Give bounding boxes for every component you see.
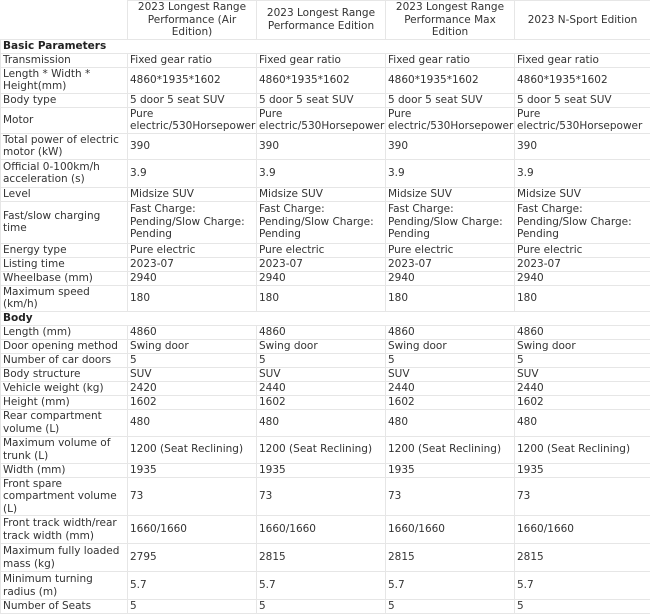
row-label: Level [1,187,128,201]
spec-value-cell: 2440 [515,381,650,395]
row-label: Maximum speed (km/h) [1,285,128,311]
table-header [1,1,650,40]
header-corner [1,1,128,40]
spec-value-cell: Pure electric/530Horsepower [257,107,386,133]
row-label: Front track width/rear track width (mm) [1,516,128,544]
row-label: Listing time [1,257,128,271]
spec-value-cell: Fast Charge: Pending/Slow Charge: Pending [386,201,515,243]
section-title: Body [1,311,650,325]
spec-value-cell: 3.9 [257,159,386,187]
row-label: Transmission [1,53,128,67]
spec-value-cell: 5 door 5 seat SUV [386,93,515,107]
spec-value-cell: 4860 [515,325,650,339]
spec-value-cell: 4860 [257,325,386,339]
spec-value-cell: Pure electric [515,243,650,257]
table-row [1,436,650,463]
spec-value-cell: Fixed gear ratio [515,53,650,67]
table-row [1,600,650,614]
spec-value-cell: 2815 [257,544,386,572]
spec-value-cell: 3.9 [386,159,515,187]
row-label: Length * Width * Height(mm) [1,67,128,93]
spec-value-cell: 5 [386,353,515,367]
spec-value-cell: 5.7 [257,572,386,600]
spec-value-cell: 2023-07 [515,257,650,271]
spec-value-cell: 1200 (Seat Reclining) [128,436,257,463]
spec-value-cell: 73 [257,477,386,516]
spec-value-cell: 1660/1660 [515,516,650,544]
table-row [1,516,650,544]
spec-value-cell: 480 [257,409,386,436]
spec-value-cell: 1602 [515,395,650,409]
section-header-row [1,311,650,325]
row-label: Door opening method [1,339,128,353]
spec-value-cell: 180 [515,285,650,311]
header-row [1,1,650,40]
spec-value-cell: Swing door [128,339,257,353]
spec-value-cell: Fast Charge: Pending/Slow Charge: Pending [515,201,650,243]
spec-value-cell: SUV [386,367,515,381]
spec-value-cell: 4860*1935*1602 [257,67,386,93]
spec-value-cell: SUV [515,367,650,381]
table-row [1,257,650,271]
table-row [1,463,650,477]
column-header-trim: 2023 Longest Range Performance Max Edition [386,1,515,40]
row-label: Front spare compartment volume (L) [1,477,128,516]
spec-value-cell: 480 [386,409,515,436]
spec-value-cell: 5 door 5 seat SUV [128,93,257,107]
row-label: Fast/slow charging time [1,201,128,243]
spec-value-cell: Fixed gear ratio [257,53,386,67]
spec-value-cell: 3.9 [515,159,650,187]
spec-value-cell: 2440 [257,381,386,395]
spec-value-cell: 5 [257,353,386,367]
table-row [1,107,650,133]
section-title: Basic Parameters [1,39,650,53]
spec-value-cell: 2440 [386,381,515,395]
spec-value-cell: 480 [515,409,650,436]
table-row [1,271,650,285]
table-row [1,325,650,339]
table-row [1,285,650,311]
table-row [1,67,650,93]
spec-value-cell: 73 [128,477,257,516]
row-label: Number of car doors [1,353,128,367]
spec-value-cell: 5 [386,600,515,614]
column-header-trim: 2023 N-Sport Edition [515,1,650,40]
table-row [1,187,650,201]
spec-value-cell: Swing door [257,339,386,353]
spec-value-cell: 1935 [257,463,386,477]
spec-value-cell: 1602 [257,395,386,409]
spec-value-cell: 1935 [128,463,257,477]
spec-value-cell: Midsize SUV [386,187,515,201]
spec-value-cell: 5.7 [515,572,650,600]
table-row [1,339,650,353]
spec-value-cell: 4860 [386,325,515,339]
table-row [1,201,650,243]
spec-value-cell: SUV [128,367,257,381]
spec-value-cell: 2023-07 [257,257,386,271]
spec-value-cell: 2023-07 [386,257,515,271]
row-label: Official 0-100km/h acceleration (s) [1,159,128,187]
spec-value-cell: 180 [386,285,515,311]
row-label: Maximum fully loaded mass (kg) [1,544,128,572]
spec-value-cell: 5 [515,353,650,367]
spec-value-cell: 4860 [128,325,257,339]
row-label: Maximum volume of trunk (L) [1,436,128,463]
table-row [1,159,650,187]
spec-value-cell: 5 [257,600,386,614]
spec-value-cell: SUV [257,367,386,381]
spec-value-cell: Pure electric [257,243,386,257]
spec-value-cell: 73 [515,477,650,516]
spec-value-cell: 3.9 [128,159,257,187]
spec-value-cell: 1660/1660 [257,516,386,544]
spec-value-cell: 2940 [515,271,650,285]
spec-value-cell: 5.7 [128,572,257,600]
table-row [1,544,650,572]
table-row [1,409,650,436]
row-label: Body type [1,93,128,107]
spec-value-cell: 2940 [386,271,515,285]
spec-value-cell: 2940 [128,271,257,285]
spec-value-cell: 1200 (Seat Reclining) [386,436,515,463]
row-label: Minimum turning radius (m) [1,572,128,600]
spec-value-cell: 390 [128,133,257,159]
table-row [1,572,650,600]
row-label: Wheelbase (mm) [1,271,128,285]
spec-value-cell: 180 [257,285,386,311]
spec-value-cell: 5 door 5 seat SUV [515,93,650,107]
spec-value-cell: 5 [515,600,650,614]
spec-value-cell: 390 [257,133,386,159]
row-label: Rear compartment volume (L) [1,409,128,436]
spec-value-cell: 2420 [128,381,257,395]
spec-value-cell: 4860*1935*1602 [386,67,515,93]
table-row [1,53,650,67]
spec-value-cell: 2795 [128,544,257,572]
spec-value-cell: 1935 [515,463,650,477]
column-header-trim: 2023 Longest Range Performance Edition [257,1,386,40]
row-label: Length (mm) [1,325,128,339]
spec-value-cell: 2815 [515,544,650,572]
row-label: Body structure [1,367,128,381]
row-label: Width (mm) [1,463,128,477]
spec-value-cell: 1660/1660 [128,516,257,544]
spec-value-cell: Fast Charge: Pending/Slow Charge: Pending [128,201,257,243]
table-row [1,367,650,381]
table-row [1,395,650,409]
spec-value-cell: 4860*1935*1602 [128,67,257,93]
table-row [1,133,650,159]
row-label: Number of Seats [1,600,128,614]
spec-value-cell: 2023-07 [128,257,257,271]
spec-value-cell: Fixed gear ratio [386,53,515,67]
spec-value-cell: 2815 [386,544,515,572]
spec-value-cell: Midsize SUV [515,187,650,201]
row-label: Total power of electric motor (kW) [1,133,128,159]
spec-value-cell: 2940 [257,271,386,285]
row-label: Motor [1,107,128,133]
spec-value-cell: 1602 [128,395,257,409]
spec-value-cell: 480 [128,409,257,436]
spec-value-cell: Pure electric [128,243,257,257]
table-row [1,353,650,367]
column-header-trim: 2023 Longest Range Performance (Air Edition) [128,1,257,40]
table-row [1,381,650,395]
spec-value-cell: 5.7 [386,572,515,600]
spec-value-cell: Swing door [515,339,650,353]
spec-value-cell: Swing door [386,339,515,353]
row-label: Energy type [1,243,128,257]
spec-value-cell: Fixed gear ratio [128,53,257,67]
table-row [1,477,650,516]
table-row [1,243,650,257]
spec-value-cell: Midsize SUV [257,187,386,201]
spec-value-cell: 5 [128,600,257,614]
spec-value-cell: 5 [128,353,257,367]
table-body [1,39,650,614]
spec-value-cell: 1200 (Seat Reclining) [257,436,386,463]
spec-value-cell: Pure electric/530Horsepower [515,107,650,133]
spec-value-cell: 5 door 5 seat SUV [257,93,386,107]
spec-value-cell: Midsize SUV [128,187,257,201]
spec-value-cell: 390 [515,133,650,159]
spec-value-cell: 1935 [386,463,515,477]
spec-value-cell: Fast Charge: Pending/Slow Charge: Pending [257,201,386,243]
table-row [1,93,650,107]
spec-value-cell: 1602 [386,395,515,409]
spec-value-cell: Pure electric [386,243,515,257]
spec-value-cell: Pure electric/530Horsepower [128,107,257,133]
section-header-row [1,39,650,53]
row-label: Vehicle weight (kg) [1,381,128,395]
spec-value-cell: 390 [386,133,515,159]
spec-value-cell: 180 [128,285,257,311]
spec-value-cell: 1200 (Seat Reclining) [515,436,650,463]
spec-value-cell: 73 [386,477,515,516]
spec-value-cell: Pure electric/530Horsepower [386,107,515,133]
row-label: Height (mm) [1,395,128,409]
spec-value-cell: 1660/1660 [386,516,515,544]
spec-value-cell: 4860*1935*1602 [515,67,650,93]
